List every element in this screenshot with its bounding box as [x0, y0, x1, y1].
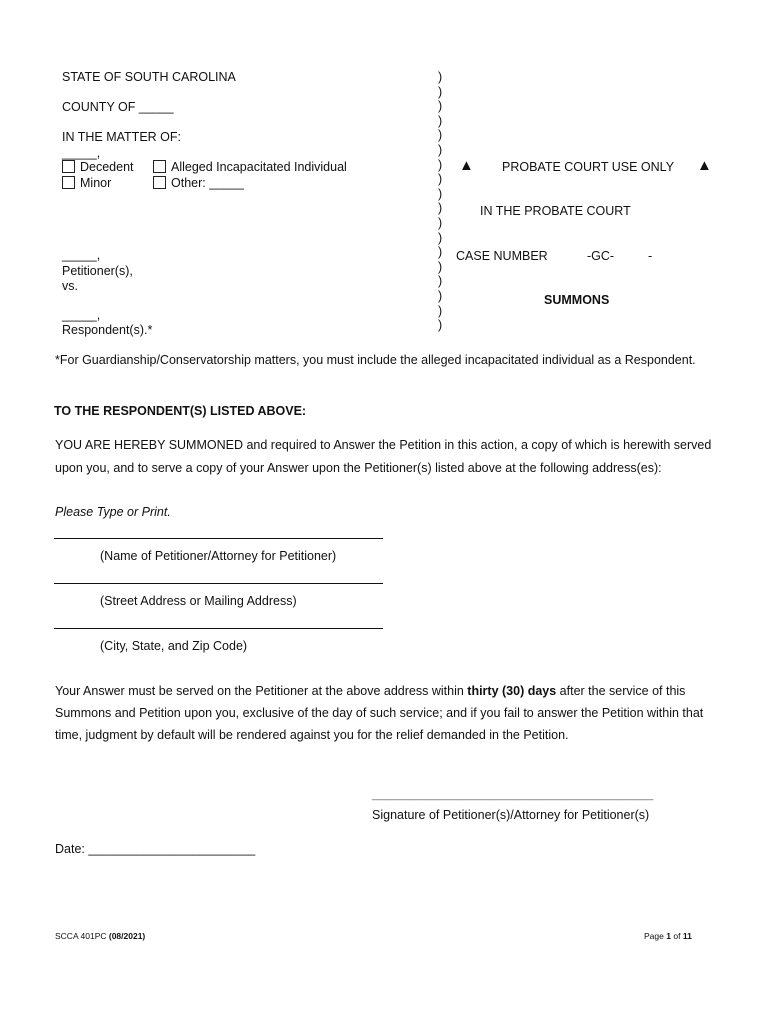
case-number-dash[interactable]: -: [648, 249, 653, 263]
decedent-label: Decedent: [80, 160, 134, 174]
probate-use-only-label: PROBATE COURT USE ONLY: [502, 160, 675, 174]
caption-paren: ): [438, 128, 443, 143]
decedent-option[interactable]: [62, 160, 134, 174]
answer-text-line2: Summons and Petition upon you, exclusive of the day of such service; and if you fail to answer the Petition within that: [55, 706, 704, 720]
county-field[interactable]: _____: [138, 100, 174, 114]
date-field[interactable]: ________________________: [88, 842, 256, 856]
caption-paren: ): [438, 259, 443, 274]
incapacitated-label: Alleged Incapacitated Individual: [171, 160, 347, 174]
caption-paren: ): [438, 113, 443, 128]
minor-checkbox[interactable]: [62, 176, 75, 189]
city-input-line[interactable]: [54, 628, 383, 629]
caption-paren: ): [438, 215, 443, 230]
caption-paren: ): [438, 303, 443, 318]
caption-paren: ): [438, 99, 443, 114]
other-label: Other:: [171, 176, 206, 190]
county-line: [62, 100, 174, 114]
decedent-checkbox[interactable]: [62, 160, 75, 173]
answer-pre-text: Your Answer must be served on the Petitioner at the above address within: [55, 684, 468, 698]
answer-post-text: after the service of this: [556, 684, 686, 698]
summons-text-line1: YOU ARE HEREBY SUMMONED and required to Answer the Petition in this action, a copy of which is herewith served: [55, 438, 712, 452]
caption-paren: ): [438, 142, 443, 157]
triangle-right-icon: ▲: [697, 157, 712, 174]
caption-paren: ): [438, 230, 443, 245]
answer-deadline: thirty (30) days: [467, 684, 557, 698]
page-total: 11: [682, 931, 692, 941]
petitioner-label: Petitioner(s),: [62, 264, 133, 278]
date-line: [55, 842, 255, 856]
please-type-note: Please Type or Print.: [55, 505, 171, 519]
matter-name-field[interactable]: _____,: [62, 146, 101, 160]
date-label: Date:: [55, 842, 85, 856]
incapacitated-option[interactable]: [153, 160, 347, 174]
caption-paren: ): [438, 172, 443, 187]
answer-text-line1: [55, 684, 685, 698]
caption-paren: ): [438, 186, 443, 201]
other-option[interactable]: [153, 176, 244, 190]
street-input-line[interactable]: [54, 583, 383, 584]
street-field-label: (Street Address or Mailing Address): [100, 594, 297, 608]
caption-paren: ): [438, 84, 443, 99]
respondent-name-field[interactable]: _____,: [62, 308, 101, 322]
state-label: STATE OF SOUTH CAROLINA: [62, 70, 236, 84]
matter-label: IN THE MATTER OF:: [62, 130, 181, 144]
signature-label: Signature of Petitioner(s)/Attorney for Petitioner(s): [372, 808, 650, 822]
court-label: IN THE PROBATE COURT: [480, 204, 631, 218]
case-number-label: CASE NUMBER: [456, 249, 548, 263]
form-revision-date: (08/2021): [108, 931, 146, 941]
section-heading: TO THE RESPONDENT(S) LISTED ABOVE:: [54, 404, 307, 418]
minor-label: Minor: [80, 176, 112, 190]
page-number: 1: [666, 931, 671, 941]
case-number-gc[interactable]: -GC-: [587, 249, 615, 263]
caption-paren: ): [438, 201, 443, 216]
caption-paren: ): [438, 288, 443, 303]
form-id: [55, 931, 145, 941]
minor-option[interactable]: [62, 176, 111, 190]
triangle-left-icon: ▲: [459, 157, 474, 174]
county-label: COUNTY OF: [62, 100, 136, 114]
caption-paren: ): [438, 245, 443, 260]
other-field[interactable]: _____: [209, 176, 244, 190]
name-field-label: (Name of Petitioner/Attorney for Petitioner): [100, 549, 337, 563]
petitioner-name-field[interactable]: _____,: [62, 248, 101, 262]
caption-paren: ): [438, 274, 443, 289]
form-id-code: SCCA 401PC: [55, 931, 107, 941]
page-indicator: [644, 931, 692, 941]
city-field-label: (City, State, and Zip Code): [100, 639, 248, 653]
respondent-label: Respondent(s).*: [62, 323, 153, 337]
answer-text-line3: time, judgment by default will be rendered against you for the relief demanded in the Petition.: [55, 728, 569, 742]
incapacitated-checkbox[interactable]: [153, 160, 166, 173]
document-title: SUMMONS: [544, 293, 610, 307]
footnote: *For Guardianship/Conservatorship matters, you must include the alleged incapacitated individual as a Respondent.: [55, 353, 696, 367]
caption-paren: ): [438, 318, 443, 333]
summons-text-line2: upon you, and to serve a copy of your Answer upon the Petitioner(s) listed above at the following address(es):: [55, 461, 662, 475]
caption-paren: ): [438, 157, 443, 172]
page-word: Page: [644, 931, 664, 941]
caption-divider: [438, 70, 442, 333]
signature-line[interactable]: ______________________________________________: [372, 789, 654, 801]
caption-paren: ): [438, 70, 443, 84]
vs-label: vs.: [62, 279, 78, 293]
other-checkbox[interactable]: [153, 176, 166, 189]
of-word: of: [673, 931, 681, 941]
name-input-line[interactable]: [54, 538, 383, 539]
